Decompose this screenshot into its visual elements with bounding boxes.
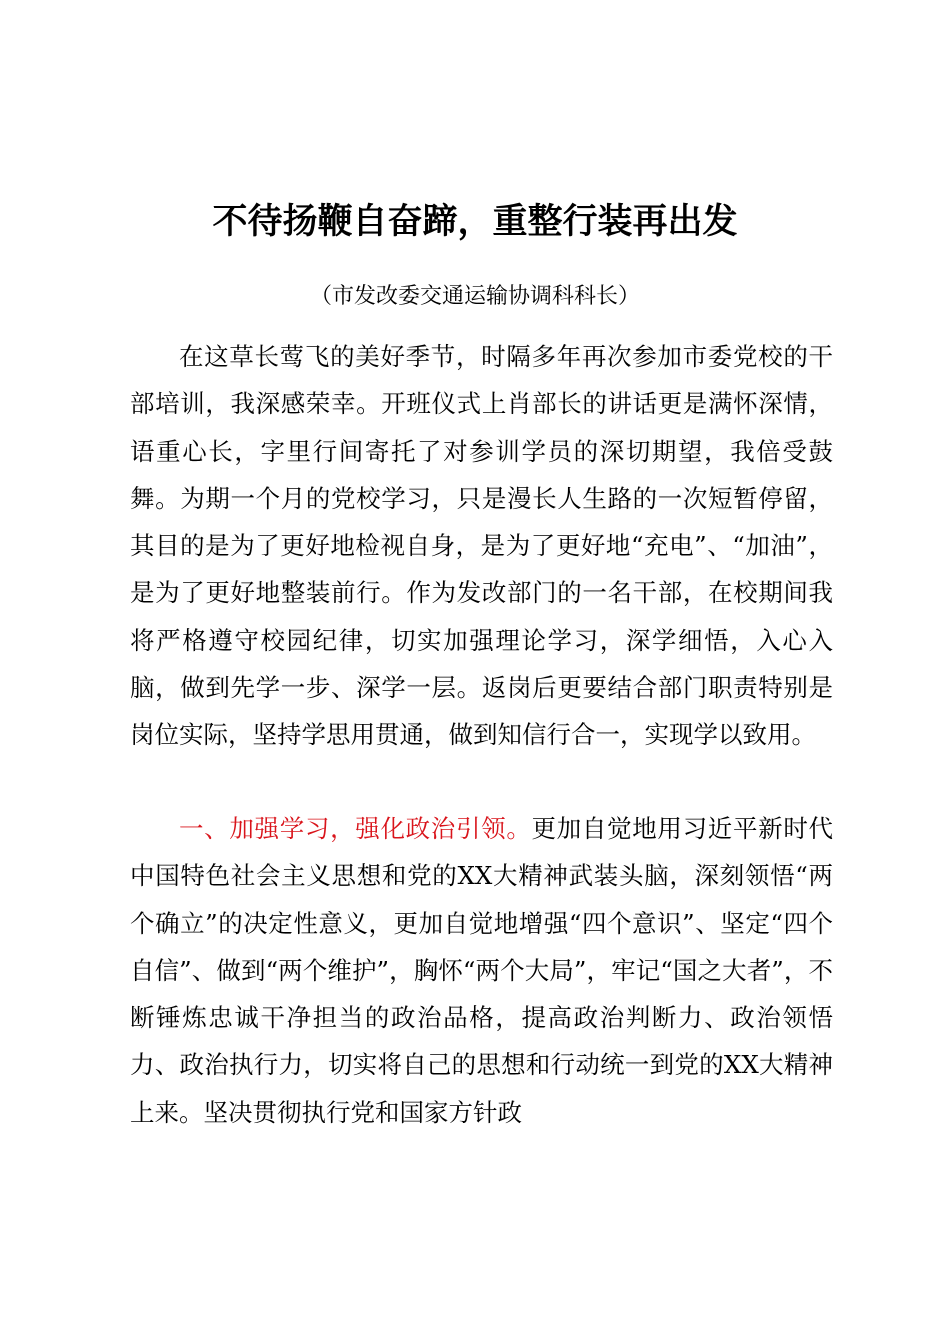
- section-heading-1: 一、加强学习，强化政治引领。: [179, 814, 532, 843]
- author-line: （市发改委交通运输协调科科长）: [309, 284, 640, 309]
- document-title: 不待扬鞭自奋蹄，重整行装再出发: [212, 201, 738, 242]
- paragraph-section-1-text: 更加自觉地用习近平新时代中国特色社会主义思想和党的XX大精神武装头脑，深刻领悟“两个确立”的决定性意义，更加自觉地增强“四个意识”、坚定“四个自信”、做到“两个维护”，胸怀“两个大局”，牢记“国之大者”，不断锤炼忠诚干净担当的政治品格，提高政治判断力、政治领悟力、政治执行力，切实将自己的思想和行动统一到党的XX大精神上来。坚决贯彻执行党和国家方针政: [130, 814, 834, 1127]
- paragraph-intro-text: 在这草长莺飞的美好季节，时隔多年再次参加市委党校的干部培训，我深感荣幸。开班仪式上肖部长的讲话更是满怀深情，语重心长，字里行间寄托了对参训学员的深切期望，我倍受鼓舞。为期一个月的党校学习，只是漫长人生路的一次短暂停留，其目的是为了更好地检视自身，是为了更好地“充电”、“加油”，是为了更好地整装前行。作为发改部门的一名干部，在校期间我将严格遵守校园纪律，切实加强理论学习，深学细悟，入心入脑，做到先学一步、深学一层。返岗后更要结合部门职责特别是岗位实际，坚持学思用贯通，做到知信行合一，实现学以致用。: [130, 342, 833, 750]
- paragraph-section-1: [130, 805, 833, 1136]
- paragraph-intro: [130, 333, 833, 759]
